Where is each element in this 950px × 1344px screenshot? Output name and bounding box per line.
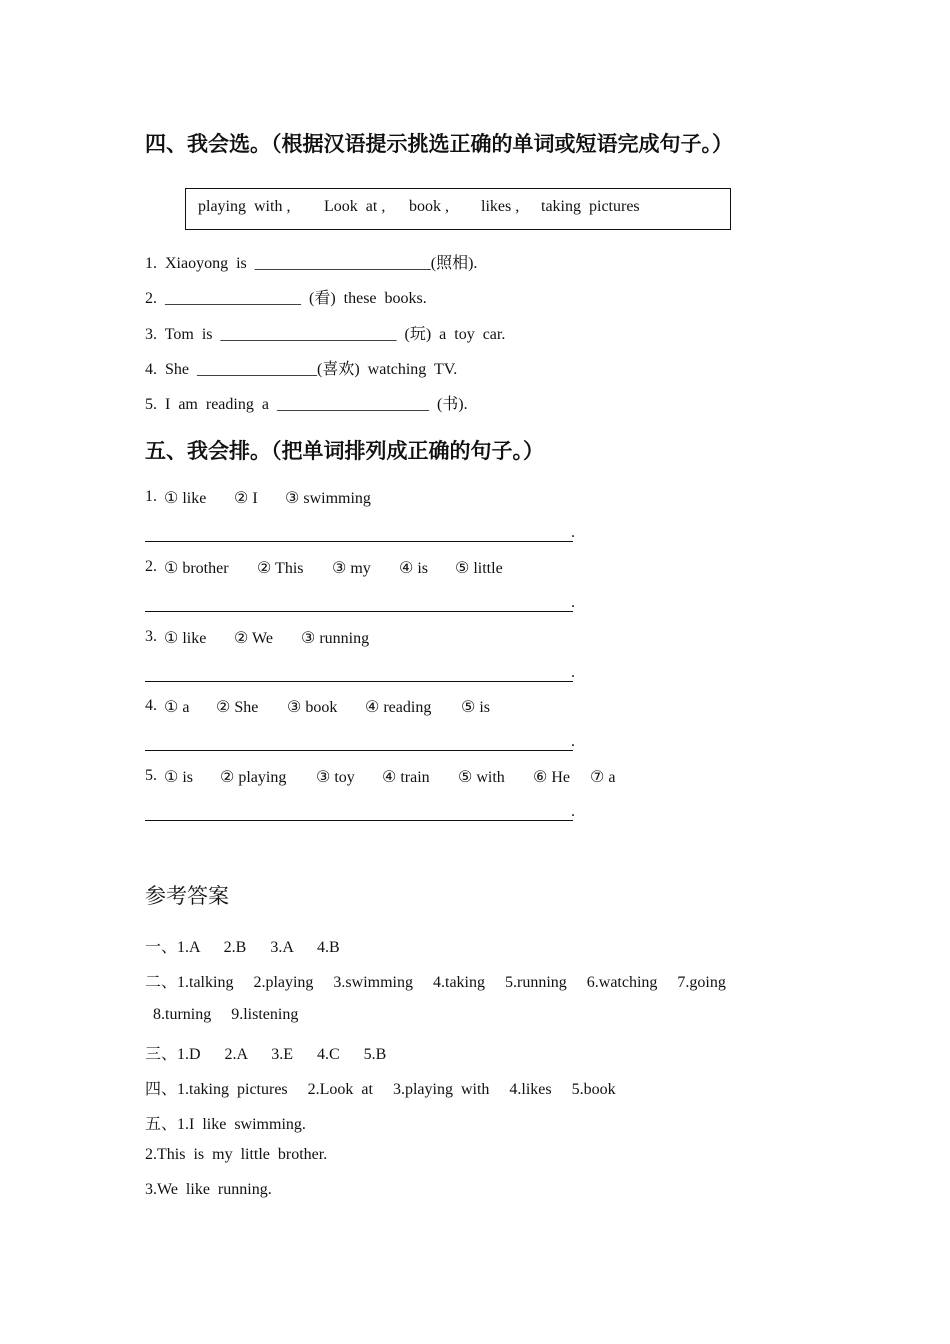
answers-title: 参考答案	[145, 884, 229, 908]
word-option: ④ is	[399, 560, 429, 577]
word-option: ③ toy	[316, 769, 355, 786]
section-4-heading: 四、我会选。（根据汉语提示挑选正确的单词或短语完成句子。）	[145, 132, 733, 156]
word-option: ② I	[234, 490, 258, 507]
word-option: ③ swimming	[285, 490, 371, 507]
question-number: 3.	[145, 628, 157, 645]
word-option: ⑤ is	[461, 699, 491, 716]
period: .	[571, 524, 575, 541]
word-box	[185, 188, 731, 230]
word-option: ④ reading	[365, 699, 432, 716]
question-number: 1.	[145, 488, 157, 505]
question-number: 4.	[145, 697, 157, 714]
word-option: ⑥ He	[533, 769, 570, 786]
period: .	[571, 664, 575, 681]
answer-line-3: 8.turning 9.listening	[145, 1006, 299, 1023]
period: .	[571, 594, 575, 611]
answer-line	[145, 681, 573, 682]
fill-question-5: 5. I am reading a ___________________ (书).	[145, 396, 468, 413]
fill-question-2: 2. _________________ (看) these books.	[145, 290, 427, 307]
answer-line-1: 一、1.A 2.B 3.A 4.B	[145, 939, 340, 956]
word-box-item: Look at ,	[324, 198, 386, 215]
answer-line-8: 3.We like running.	[145, 1181, 272, 1198]
word-option: ④ train	[382, 769, 430, 786]
word-option: ② We	[234, 630, 273, 647]
word-option: ① is	[164, 769, 194, 786]
word-box-item: taking pictures	[541, 198, 640, 215]
word-option: ⑤ little	[455, 560, 503, 577]
answer-line-2: 二、1.talking 2.playing 3.swimming 4.taking 5.running 6.watching 7.going	[145, 974, 726, 991]
answer-line	[145, 611, 573, 612]
word-option: ⑦ a	[590, 769, 616, 786]
answer-line	[145, 750, 573, 751]
answer-line	[145, 541, 573, 542]
word-option: ① brother	[164, 560, 229, 577]
fill-question-1: 1. Xiaoyong is ______________________(照相).	[145, 255, 478, 272]
answer-line-7: 2.This is my little brother.	[145, 1146, 328, 1163]
word-option: ② playing	[220, 769, 287, 786]
word-option: ③ running	[301, 630, 370, 647]
word-option: ② This	[257, 560, 304, 577]
word-box-item: book ,	[409, 198, 449, 215]
answer-line	[145, 820, 573, 821]
period: .	[571, 733, 575, 750]
word-option: ⑤ with	[458, 769, 505, 786]
question-number: 2.	[145, 558, 157, 575]
section-5-heading: 五、我会排。（把单词排列成正确的句子。）	[145, 439, 544, 463]
fill-question-4: 4. She _______________(喜欢) watching TV.	[145, 361, 458, 378]
answer-line-4: 三、1.D 2.A 3.E 4.C 5.B	[145, 1046, 387, 1063]
answer-line-5: 四、1.taking pictures 2.Look at 3.playing with 4.likes 5.book	[145, 1081, 616, 1098]
word-box-item: playing with ,	[198, 198, 291, 215]
word-option: ③ my	[332, 560, 371, 577]
period: .	[571, 803, 575, 820]
word-option: ① a	[164, 699, 190, 716]
word-option: ③ book	[287, 699, 338, 716]
word-box-item: likes ,	[481, 198, 520, 215]
answer-line-6: 五、1.I like swimming.	[145, 1116, 306, 1133]
fill-question-3: 3. Tom is ______________________ (玩) a toy car.	[145, 326, 506, 343]
word-option: ① like	[164, 630, 207, 647]
word-option: ① like	[164, 490, 207, 507]
word-option: ② She	[216, 699, 259, 716]
question-number: 5.	[145, 767, 157, 784]
